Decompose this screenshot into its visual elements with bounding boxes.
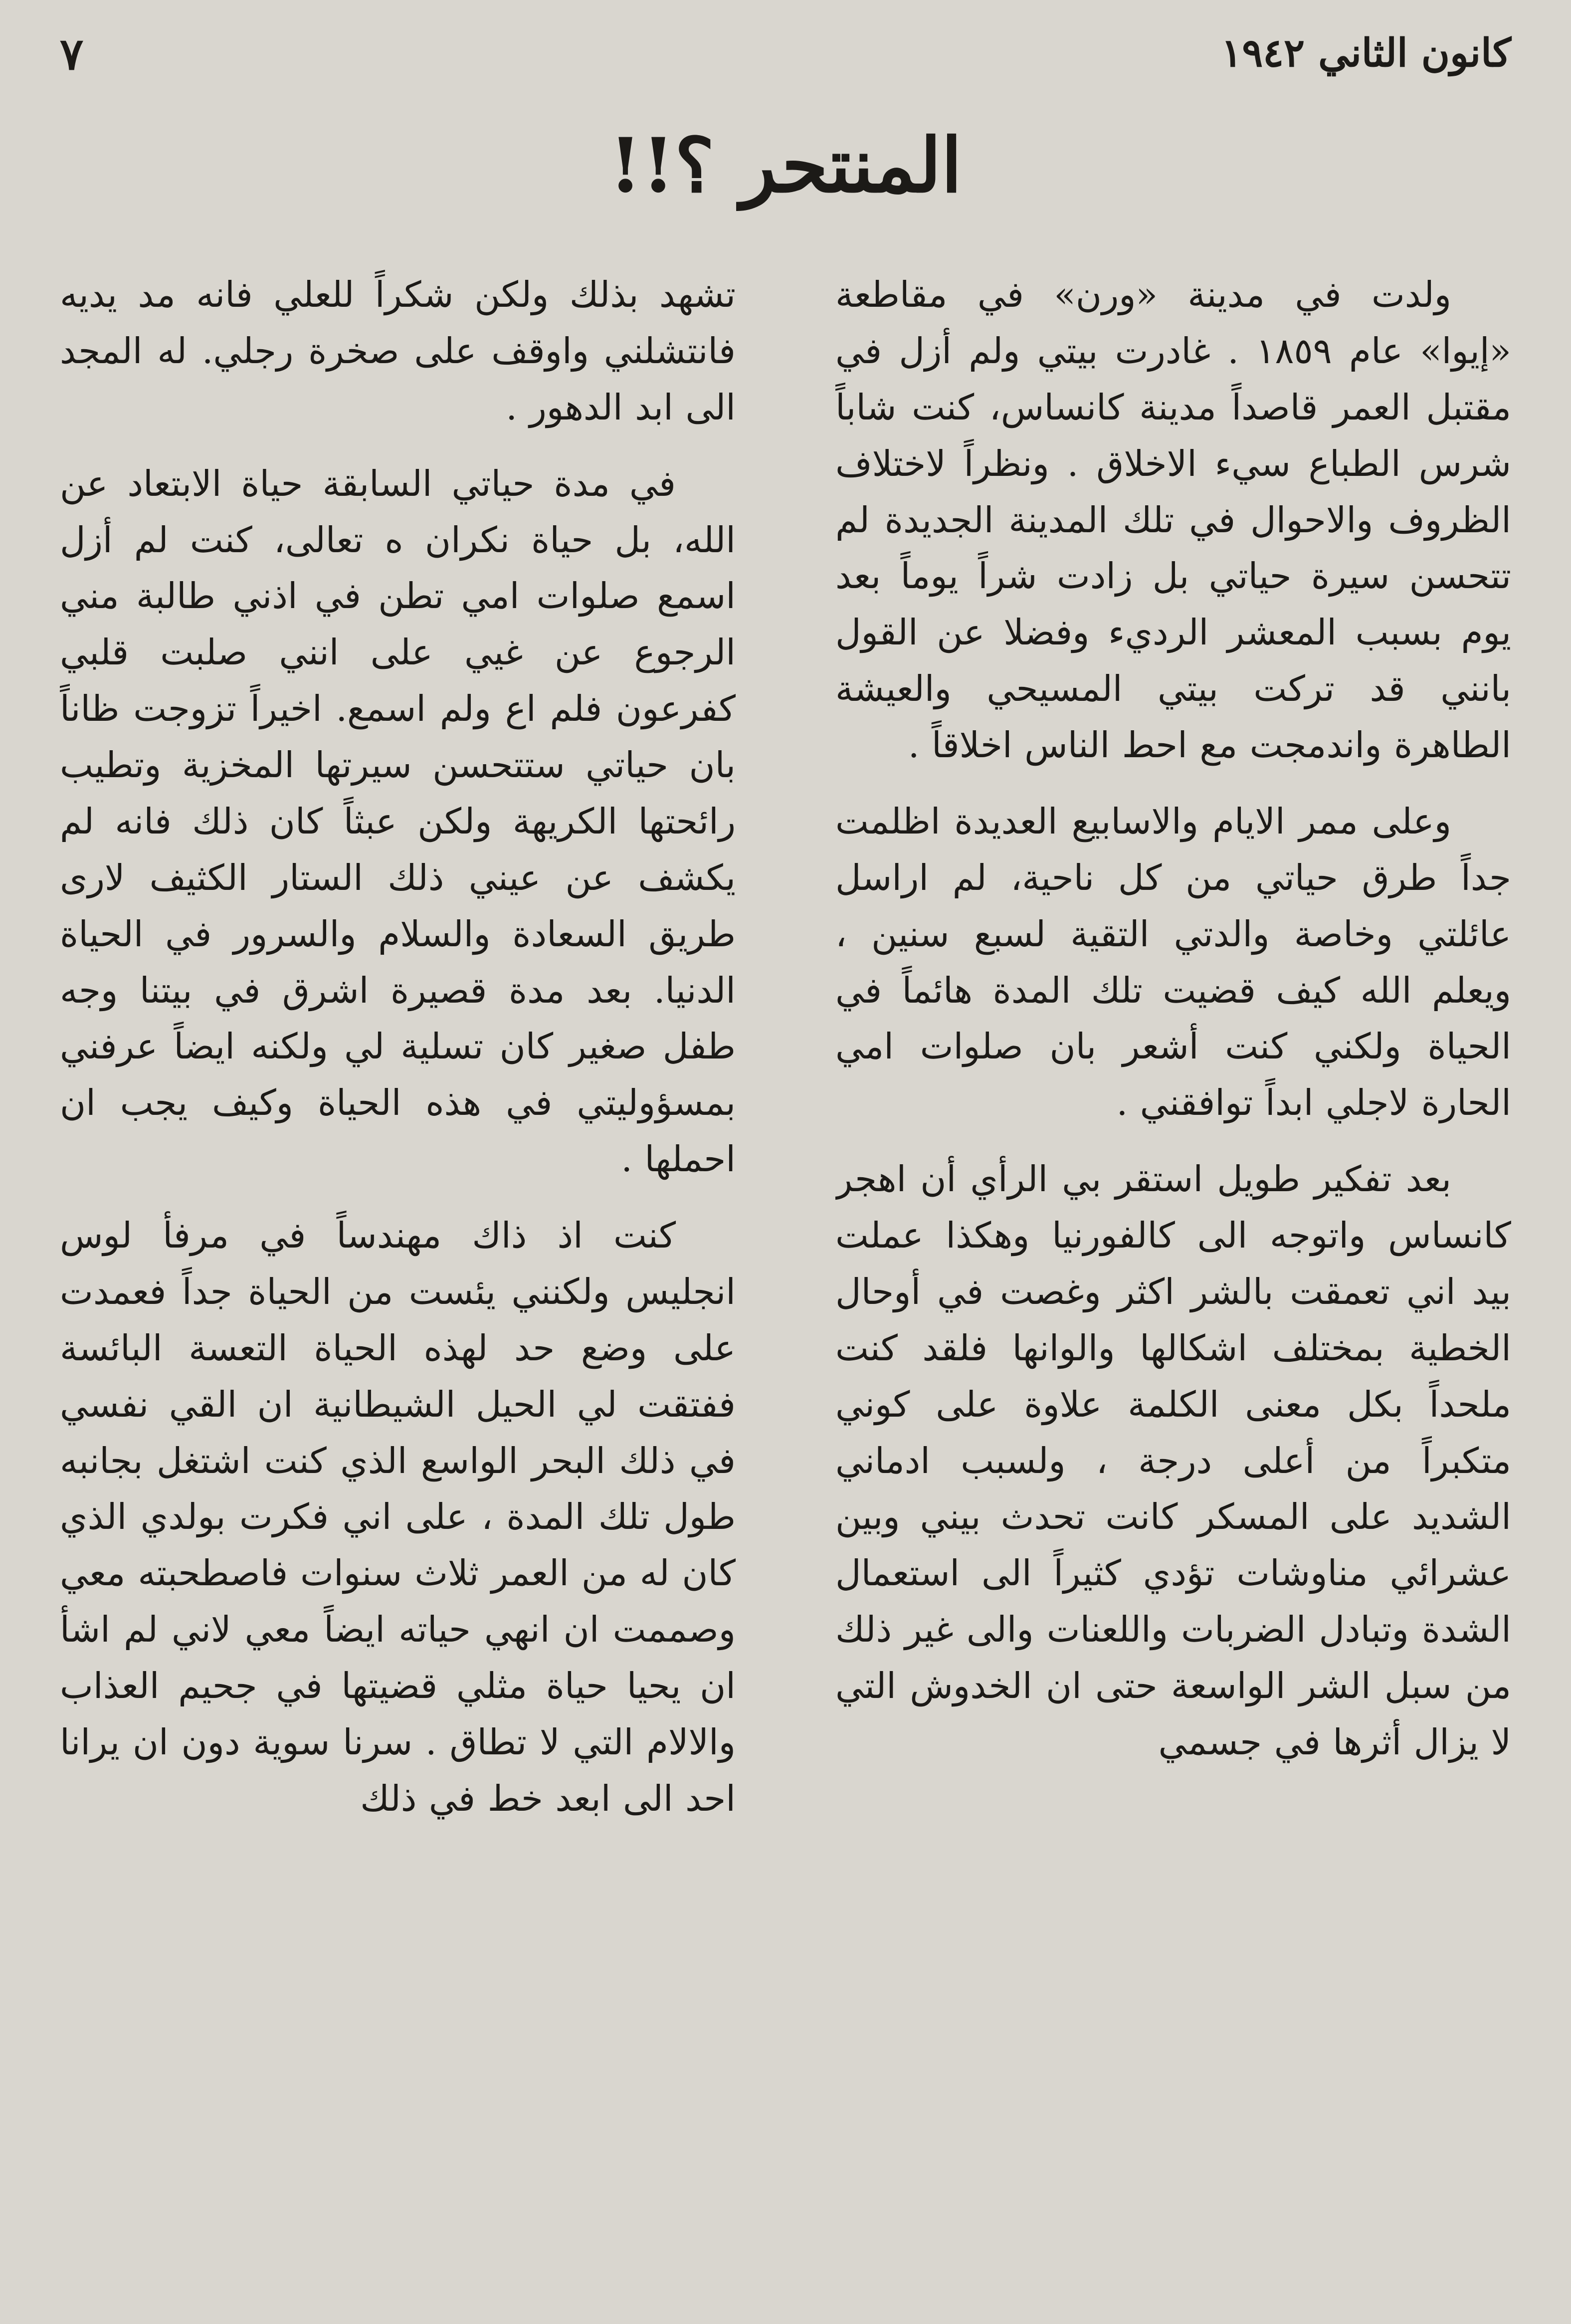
paragraph: ولدت في مدينة «ورن» في مقاطعة «إيوا» عام ١٨٥٩ . غادرت بيتي ولم أزل في مقتبل العمر قاصداً مدينة كانساس، كنت شاباً شرس الطباع سيء الاخلاق . ونظراً لاختلاف الظروف والاحوال في تلك المدينة الجديدة لم تتحسن سيرة حياتي بل زادت شراً يوماً بعد يوم بسبب المعشر الرديء وفضلا عن القول بانني قد تركت بيتي المسيحي والعيشة الطاهرة واندمجت مع احط الناس اخلاقاً . bbox=[835, 274, 1511, 766]
paragraph: بعد تفكير طويل استقر بي الرأي أن اهجر كانساس واتوجه الى كالفورنيا وهكذا عملت بيد اني تعمقت بالشر اكثر وغصت في أوحال الخطية بمختلف اشكالها والوانها فلقد كنت ملحداً بكل معنى الكلمة علاوة على كوني متكبراً من أعلى درجة ، ولسبب ادماني الشديد على المسكر كانت تحدث بيني وبين عشرائي مناوشات تؤدي كثيراً الى استعمال الشدة وتبادل الضربات واللعنات والى غير ذلك من سبل الشر الواسعة حتى ان الخدوش التي لا يزال أثرها في جسمي bbox=[835, 1158, 1511, 1763]
paragraph: في مدة حياتي السابقة حياة الابتعاد عن الله، بل حياة نكران ه تعالى، كنت لم أزل اسمع صلوات امي تطن في اذني طالبة مني الرجوع عن غيي على انني صلبت قلبي كفرعون فلم اع ولم اسمع. اخيراً تزوجت ظاناً بان حياتي ستتحسن سيرتها المخزية وتطيب رائحتها الكريهة ولكن عبثاً كان ذلك فانه لم يكشف عن عيني ذلك الستار الكثيف لارى طريق السعادة والسلام والسرور في الحياة الدنيا. بعد مدة قصيرة اشرق في بيتنا وجه طفل صغير كان تسلية لي ولكنه ايضاً عرفني بمسؤوليتي في هذه الحياة وكيف يجب ان احملها . bbox=[60, 462, 736, 1180]
article-title: المنتحر ؟!! bbox=[609, 122, 962, 210]
running-head bbox=[60, 30, 1511, 105]
paragraph: كنت اذ ذاك مهندساً في مرفأ لوس انجليس ولكنني يئست من الحياة جداً فعمدت على وضع حد لهذه الحياة التعسة البائسة ففتقت لي الحيل الشيطانية ان القي نفسي في ذلك البحر الواسع الذي كنت اشتغل بجانبه طول تلك المدة ، على اني فكرت بولدي الذي كان له من العمر ثلاث سنوات فاصطحبته معي وصممت ان انهي حياته ايضاً معي لاني لم اشأ ان يحيا حياة مثلي قضيتها في جحيم العذاب والالام التي لا تطاق . سرنا سوية دون ان يرانا احد الى ابعد خط في ذلك bbox=[60, 1215, 736, 1819]
column-left bbox=[60, 267, 736, 2267]
paragraph: وعلى ممر الايام والاسابيع العديدة اظلمت جداً طرق حياتي من كل ناحية، لم اراسل عائلتي وخاصة والدتي التقية لسبع سنين ، ويعلم الله كيف قضيت تلك المدة هائماً في الحياة ولكني كنت أشعر بان صلوات امي الحارة لاجلي ابداً توافقني . bbox=[835, 800, 1511, 1124]
issue-date: كانون الثاني ١٩٤٢ bbox=[1221, 30, 1511, 76]
page-number: ٧ bbox=[60, 28, 84, 80]
paragraph: تشهد بذلك ولكن شكراً للعلي فانه مد يديه فانتشلني واوقف على صخرة رجلي. له المجد الى ابد الدهور . bbox=[60, 274, 736, 428]
article-columns bbox=[60, 267, 1511, 2267]
column-right bbox=[835, 267, 1511, 2267]
